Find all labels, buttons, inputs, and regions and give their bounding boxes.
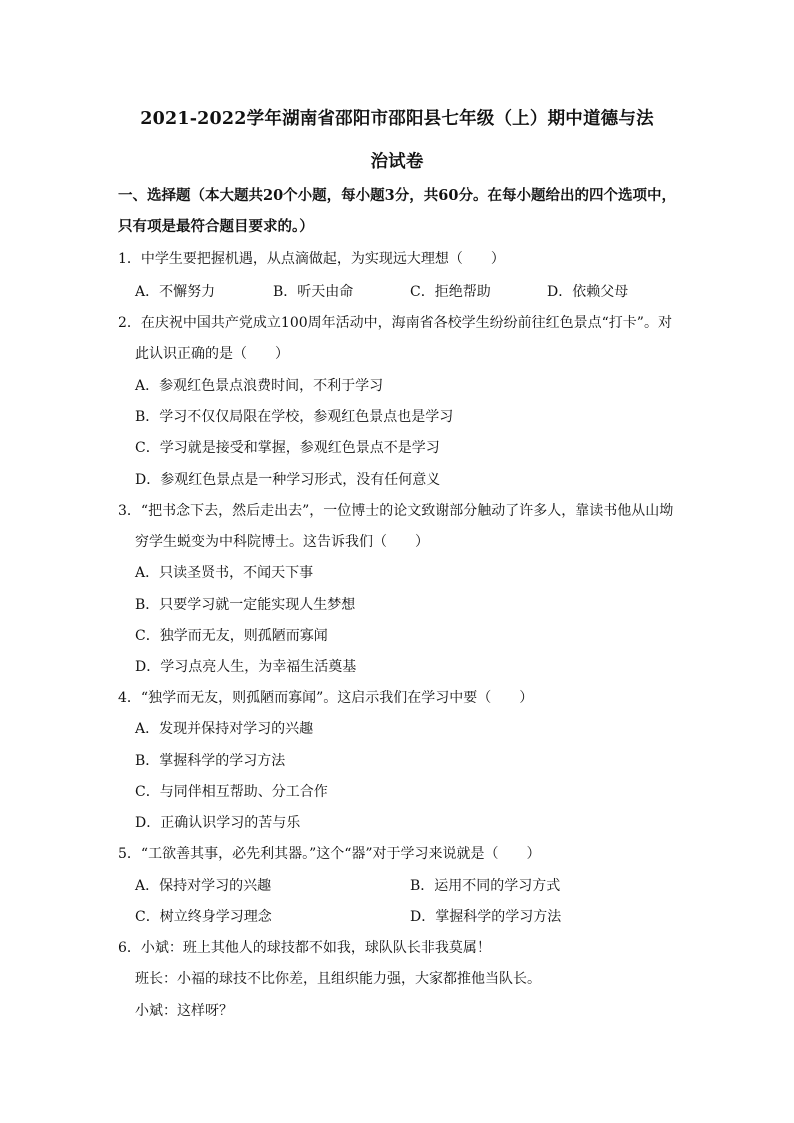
section-heading-line-1: 一、选择题（本大题共20个小题，每小题3分，共60分。在每小题给出的四个选项中， (118, 187, 676, 204)
question-6-stem-line-3: 小斌：这样呀？ (135, 1003, 233, 1019)
question-2-stem-line-2: 此认识正确的是（ ） (135, 346, 289, 362)
question-3-option-c: C．独学而无友，则孤陋而寡闻 (135, 628, 328, 644)
question-2-option-a: A．参观红色景点浪费时间，不利于学习 (135, 378, 384, 394)
question-3-option-b: B．只要学习就一定能实现人生梦想 (135, 597, 356, 613)
exam-title-line-2: 治试卷 (370, 152, 424, 172)
question-3-stem-line-2: 穷学生蜕变为中科院博士。这告诉我们（ ） (135, 534, 429, 550)
question-5-stem: 5．“工欲善其事，必先利其器。”这个“器”对于学习来说就是（ ） (118, 846, 541, 862)
question-4-stem: 4．“独学而无友，则孤陋而寡闻”。这启示我们在学习中要（ ） (118, 690, 534, 706)
question-6-stem-line-1: 6．小斌：班上其他人的球技都不如我，球队队长非我莫属！ (118, 940, 491, 956)
question-6-stem-line-2: 班长：小福的球技不比你差，且组织能力强，大家都推他当队长。 (135, 971, 541, 987)
question-5-option-a: A．保持对学习的兴趣 (135, 878, 272, 894)
question-4-option-c: C．与同伴相互帮助、分工合作 (135, 784, 328, 800)
question-5-option-b: B．运用不同的学习方式 (410, 878, 561, 894)
question-1-stem: 1．中学生要把握机遇，从点滴做起，为实现远大理想（ ） (118, 251, 505, 267)
question-2-option-c: C．学习就是接受和掌握，参观红色景点不是学习 (135, 440, 440, 456)
question-5-option-d: D．掌握科学的学习方法 (410, 909, 562, 925)
question-1-option-b: B．听天由命 (273, 284, 354, 300)
question-5-option-c: C．树立终身学习理念 (135, 909, 272, 925)
question-2-option-d: D．参观红色景点是一种学习形式，没有任何意义 (135, 472, 441, 488)
question-4-option-b: B．掌握科学的学习方法 (135, 753, 286, 769)
question-4-option-d: D．正确认识学习的苦与乐 (135, 815, 301, 831)
section-heading-line-2: 只有项是最符合题目要求的。） (118, 218, 314, 235)
question-3-option-d: D．学习点亮人生，为幸福生活奠基 (135, 659, 357, 675)
question-2-option-b: B．学习不仅仅局限在学校，参观红色景点也是学习 (135, 409, 454, 425)
question-1-option-d: D．依赖父母 (547, 284, 629, 300)
question-3-option-a: A．只读圣贤书，不闻天下事 (135, 565, 314, 581)
question-2-stem-line-1: 2．在庆祝中国共产党成立100周年活动中，海南省各校学生纷纷前往红色景点“打卡”。对 (118, 315, 672, 331)
question-1-option-a: A．不懈努力 (135, 284, 216, 300)
question-4-option-a: A．发现并保持对学习的兴趣 (135, 721, 314, 737)
question-3-stem-line-1: 3．“把书念下去，然后走出去”，一位博士的论文致谢部分触动了许多人，靠读书他从山坳 (118, 503, 674, 519)
exam-title-line-1: 2021-2022学年湖南省邵阳市邵阳县七年级（上）期中道德与法 (140, 109, 654, 129)
question-1-option-c: C．拒绝帮助 (410, 284, 491, 300)
